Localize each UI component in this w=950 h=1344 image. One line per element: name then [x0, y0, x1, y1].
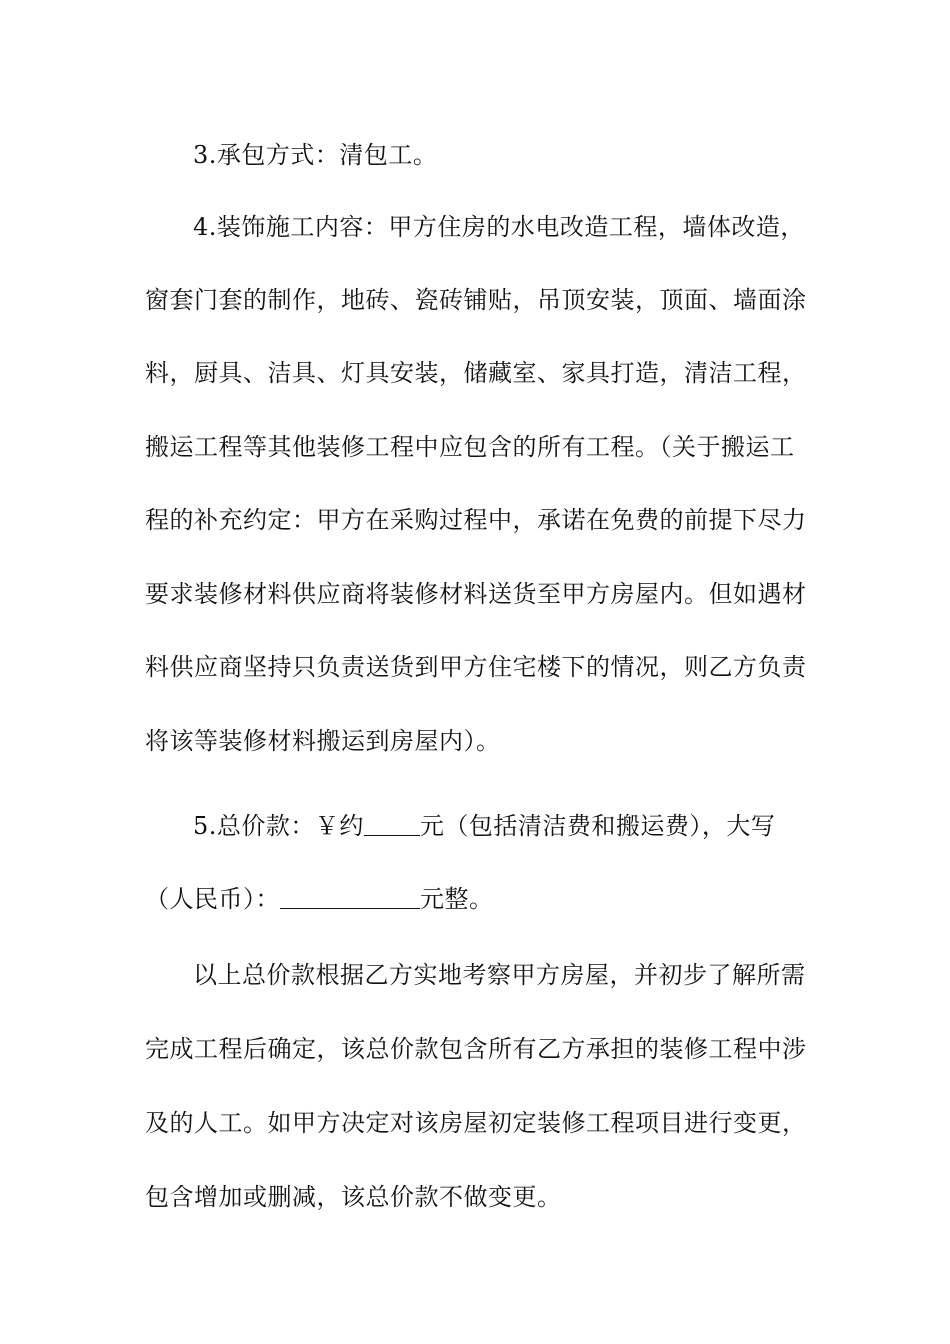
- item-4-line-2: 窗套门套的制作，地砖、瓷砖铺贴，吊顶安装，顶面、墙面涂: [145, 286, 807, 314]
- item-3-contract-method: 3.承包方式：清包工。: [193, 141, 438, 169]
- item-4-line-1: 4.装饰施工内容：甲方住房的水电改造工程，墙体改造，: [193, 213, 805, 241]
- capitalized-amount-blank: [280, 886, 420, 909]
- capitalized-prefix: （人民币）：: [145, 885, 280, 913]
- item-5-total-price-line-2: [145, 884, 810, 914]
- capitalized-suffix: 元整。: [420, 885, 494, 913]
- item-4-line-7: 料供应商坚持只负责送货到甲方住宅楼下的情况，则乙方负责: [145, 653, 807, 681]
- item-5-total-price-line-1: [193, 811, 810, 841]
- item-4-line-8: 将该等装修材料搬运到房屋内）。: [145, 727, 501, 755]
- item-4-line-5: 程的补充约定：甲方在采购过程中，承诺在免费的前提下尽力: [145, 506, 807, 534]
- price-note-line-3: 及的人工。如甲方决定对该房屋初定装修工程项目进行变更，: [145, 1109, 807, 1137]
- price-note-line-2: 完成工程后确定，该总价款包含所有乙方承担的装修工程中涉: [145, 1035, 807, 1063]
- item-4-line-6: 要求装修材料供应商将装修材料送货至甲方房屋内。但如遇材: [145, 580, 807, 608]
- price-note-line-4: 包含增加或删减，该总价款不做变更。: [145, 1183, 562, 1211]
- price-middle: 元（包括清洁费和搬运费），大写: [419, 812, 776, 840]
- item-4-line-4: 搬运工程等其他装修工程中应包含的所有工程。（关于搬运工: [145, 433, 795, 461]
- price-note-line-1: 以上总价款根据乙方实地考察甲方房屋，并初步了解所需: [193, 961, 806, 989]
- item-4-line-3: 料，厨具、洁具、灯具安装，储藏室、家具打造，清洁工程，: [145, 359, 807, 387]
- price-prefix: 5.总价款：￥约: [193, 812, 364, 840]
- price-amount-blank: [364, 813, 420, 836]
